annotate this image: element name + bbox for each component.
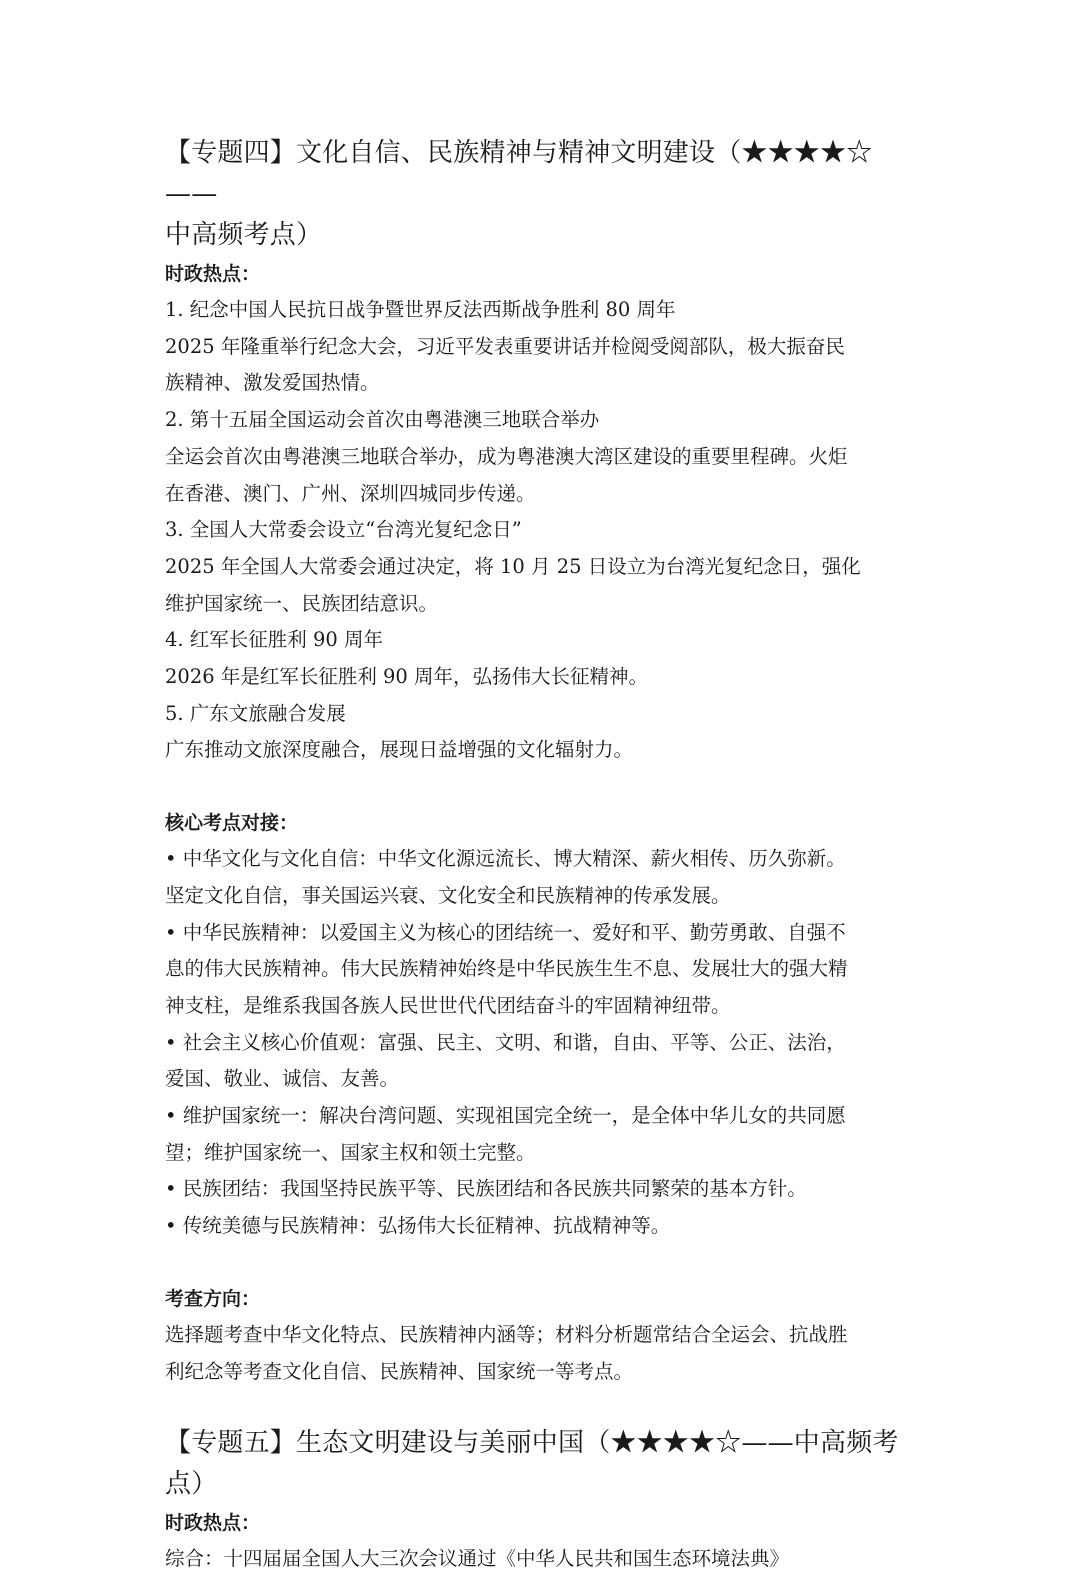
- hotspot-line: 维护国家统一、民族团结意识。: [165, 591, 439, 615]
- spacer: [165, 1390, 920, 1423]
- core-point-line: 坚定文化自信，事关国运兴衰、文化安全和民族精神的传承发展。: [165, 883, 731, 907]
- core-point-line: 爱国、敬业、诚信、友善。: [165, 1067, 400, 1091]
- topic-5-section: [165, 1423, 920, 1578]
- hotspot-line: 在香港、澳门、广州、深圳四城同步传递。: [165, 481, 536, 505]
- core-point-6: [165, 1208, 920, 1245]
- hotspot-heading: 5. 广东文旅融合发展: [165, 701, 346, 725]
- spacer: [165, 769, 920, 805]
- hotspot-line: 族精神、激发爱国热情。: [165, 371, 380, 395]
- spacer: [165, 1245, 920, 1281]
- direction-line: 选择题考查中华文化特点、民族精神内涵等；材料分析题常结合全运会、抗战胜: [165, 1322, 848, 1346]
- direction-label: 考查方向：: [165, 1287, 261, 1310]
- hotspot-item-2: [165, 402, 920, 512]
- hotspot-heading: 3. 全国人大常委会设立“台湾光复纪念日”: [165, 518, 522, 542]
- core-point-line: • 中华文化与文化自信：中华文化源远流长、博大精深、薪火相传、历久弥新。: [165, 847, 846, 871]
- topic-5-title: 【专题五】生态文明建设与美丽中国（★★★★☆——中高频考点）: [165, 1428, 899, 1500]
- core-point-1: [165, 841, 920, 914]
- core-point-3: [165, 1025, 920, 1098]
- core-point-line: • 维护国家统一：解决台湾问题、实现祖国完全统一，是全体中华儿女的共同愿: [165, 1104, 846, 1128]
- core-point-line: 息的伟大民族精神。伟大民族精神始终是中华民族生生不息、发展壮大的强大精: [165, 957, 848, 981]
- hotspot-line: 广东推动文旅深度融合，展现日益增强的文化辐射力。: [165, 738, 634, 762]
- core-point-line: • 中华民族精神：以爱国主义为核心的团结统一、爱好和平、勤劳勇敢、自强不: [165, 920, 846, 944]
- hotspot-item-4: [165, 622, 920, 695]
- hotspot-line: 2025 年隆重举行纪念大会，习近平发表重要讲话并检阅受阅部队，极大振奋民: [165, 334, 845, 358]
- hotspot-line: 2026 年是红军长征胜利 90 周年，弘扬伟大长征精神。: [165, 665, 649, 689]
- hotspots-label: 时政热点：: [165, 1512, 261, 1535]
- topic-4-section: [165, 133, 920, 1390]
- topic-4-title-line1: 【专题四】文化自信、民族精神与精神文明建设（★★★★☆——: [165, 138, 873, 209]
- hotspots-label: 时政热点：: [165, 263, 261, 285]
- core-point-line: 神支柱，是维系我国各族人民世世代代团结奋斗的牢固精神纽带。: [165, 993, 731, 1017]
- topic-5-first-line: 综合：十四届届全国人大三次会议通过《中华人民共和国生态环境法典》: [165, 1547, 790, 1571]
- core-point-5: [165, 1171, 920, 1208]
- hotspot-item-5: [165, 696, 920, 769]
- core-point-2: [165, 915, 920, 1025]
- hotspot-heading: 2. 第十五届全国运动会首次由粤港澳三地联合举办: [165, 408, 600, 432]
- hotspot-heading: 4. 红军长征胜利 90 周年: [165, 628, 384, 652]
- core-point-line: • 传统美德与民族精神：弘扬伟大长征精神、抗战精神等。: [165, 1214, 671, 1238]
- topic-4-title: [165, 133, 920, 256]
- core-point-line: • 社会主义核心价值观：富强、民主、文明、和谐，自由、平等、公正、法治，: [165, 1030, 846, 1054]
- core-points-label: 核心考点对接：: [165, 812, 299, 835]
- hotspot-item-3: [165, 512, 920, 622]
- core-point-4: [165, 1098, 920, 1171]
- direction-line: 利纪念等考查文化自信、民族精神、国家统一等考点。: [165, 1359, 634, 1383]
- hotspot-line: 2025 年全国人大常委会通过决定，将 10 月 25 日设立为台湾光复纪念日，强化: [165, 554, 861, 578]
- core-point-line: • 民族团结：我国坚持民族平等、民族团结和各民族共同繁荣的基本方针。: [165, 1177, 807, 1201]
- core-point-line: 望；维护国家统一、国家主权和领土完整。: [165, 1140, 536, 1164]
- topic-4-title-line2: 中高频考点）: [165, 220, 323, 250]
- hotspot-heading: 1. 纪念中国人民抗日战争暨世界反法西斯战争胜利 80 周年: [165, 298, 676, 321]
- hotspot-item-1: [165, 292, 920, 402]
- hotspot-line: 全运会首次由粤港澳三地联合举办，成为粤港澳大湾区建设的重要里程碑。火炬: [165, 444, 848, 468]
